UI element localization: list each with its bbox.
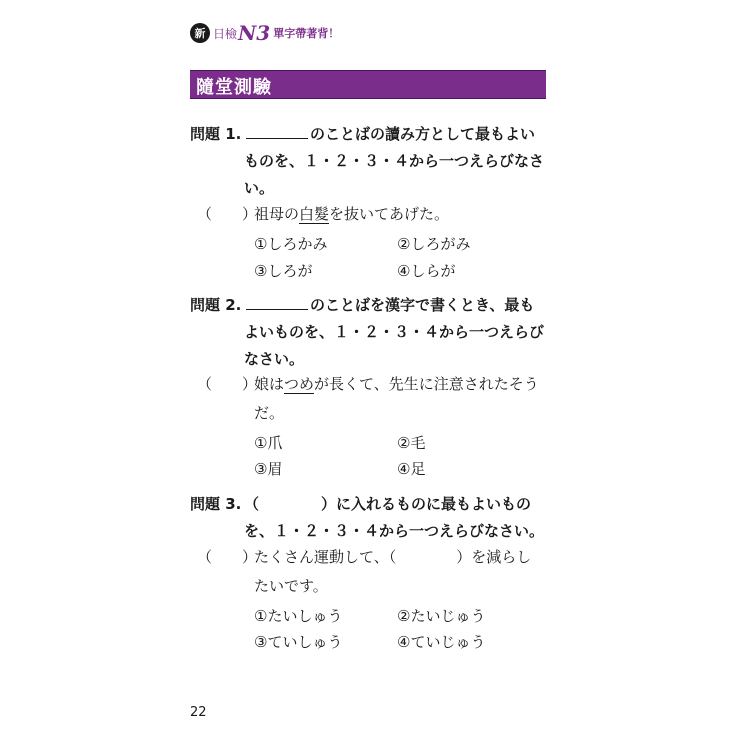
question-2-label: 問題 2.: [190, 296, 242, 314]
paren-open: （: [244, 495, 260, 513]
book-header: [190, 22, 339, 44]
answer-paren: （ ）: [197, 205, 258, 223]
brand-level: N3: [238, 21, 271, 45]
option-4: ④足: [397, 460, 426, 478]
answer-paren: （ ）: [197, 548, 258, 566]
question-1-label: 問題 1.: [190, 125, 242, 143]
brand-subtitle: 單字帶著背！: [273, 27, 340, 40]
sentence-text: たくさん運動して、（: [254, 548, 397, 566]
question-3-label: 問題 3.: [190, 495, 242, 513]
target-word: 白髮: [299, 205, 330, 223]
question-1-instruction-text: のことばの讀み方として最もよいものを、１・２・３・４から一つえらびなさい。: [244, 125, 545, 197]
sentence-text: 娘は: [254, 375, 285, 393]
blank-underline: [246, 124, 308, 139]
option-2: ②しろがみ: [397, 235, 471, 253]
sentence-text: ）を減らしたいです。: [254, 548, 532, 595]
option-1: ①たいしゅう: [254, 607, 343, 625]
question-3-instruction-text: ）に入れるものに最もよいものを、１・２・３・４から一つえらびなさい。: [244, 495, 545, 540]
target-word: つめ: [284, 375, 315, 393]
brand-badge: 新: [190, 23, 210, 43]
option-4: ④ていじゅう: [397, 633, 486, 651]
answer-paren: （ ）: [197, 375, 258, 393]
option-2: ②毛: [397, 434, 426, 452]
option-3: ③眉: [254, 460, 283, 478]
sentence-text: が長くて、先生に注意されたそうだ。: [254, 375, 539, 422]
section-banner: [190, 70, 546, 99]
page-number: 22: [190, 705, 207, 720]
section-title: 隨堂測驗: [196, 77, 272, 98]
option-2: ②たいじゅう: [397, 607, 486, 625]
sentence-text: を抜いてあげた。: [329, 205, 450, 223]
option-3: ③ていしゅう: [254, 633, 343, 651]
option-4: ④しらが: [397, 262, 456, 280]
brand-text: 日檢: [213, 26, 238, 41]
option-3: ③しろが: [254, 262, 313, 280]
sentence-text: 祖母の: [254, 205, 300, 223]
option-1: ①しろかみ: [254, 235, 328, 253]
question-2-instruction-text: のことばを漢字で書くとき、最もよいものを、１・２・３・４から一つえらびなさい。: [244, 296, 545, 368]
option-1: ①爪: [254, 434, 283, 452]
blank-underline: [246, 295, 308, 310]
